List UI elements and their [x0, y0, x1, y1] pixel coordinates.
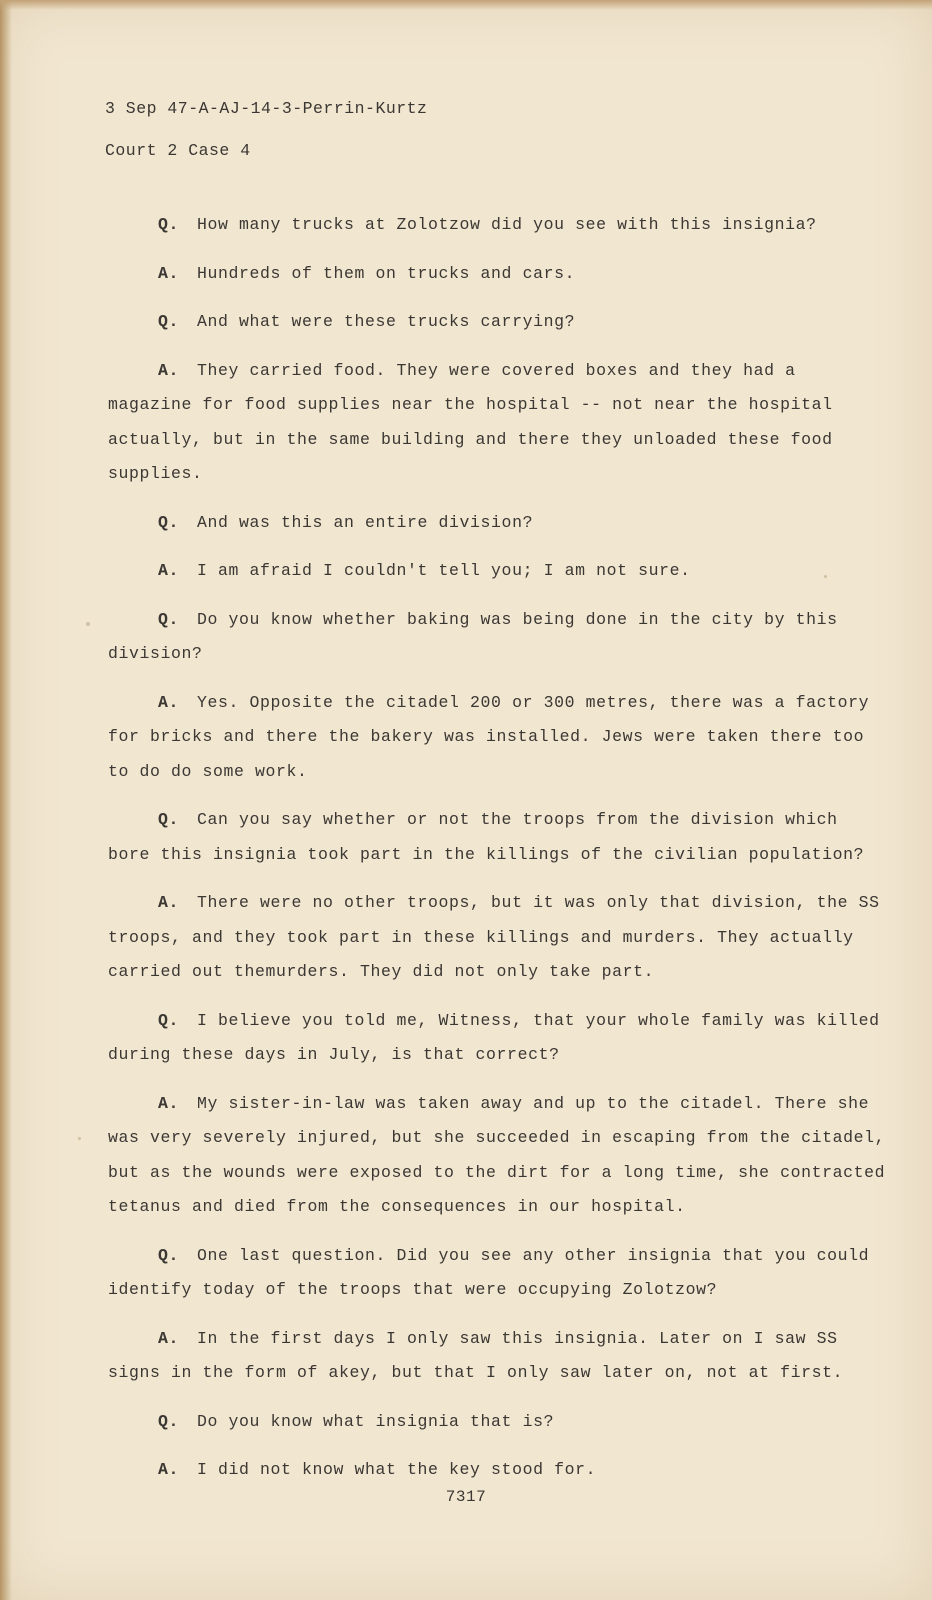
transcript-paragraph: [108, 686, 888, 790]
transcript-paragraph: [108, 1322, 888, 1391]
paragraph-text: I am afraid I couldn't tell you; I am not sure.: [197, 561, 691, 580]
transcript-paragraph: [108, 1453, 888, 1488]
speaker-label: A.: [158, 1460, 180, 1479]
speaker-label: Q.: [158, 609, 180, 629]
paragraph-text: How many trucks at Zolotzow did you see with this insignia?: [197, 215, 817, 234]
speaker-label: A.: [158, 1328, 180, 1348]
transcript-paragraph: [108, 886, 888, 990]
transcript-paragraph: [108, 1004, 888, 1073]
document-header: [105, 88, 427, 172]
paragraph-text: Hundreds of them on trucks and cars.: [197, 263, 576, 283]
transcript-paragraph: [108, 554, 888, 589]
paragraph-text: Do you know whether baking was being done in the city by this division?: [108, 609, 838, 663]
speaker-label: A.: [158, 360, 180, 380]
speaker-label: Q.: [158, 1411, 180, 1431]
transcript-paragraph: [108, 1087, 888, 1225]
court-case-line: Court 2 Case 4: [105, 141, 251, 160]
transcript-body: [108, 208, 888, 1502]
paragraph-text: I did not know what the key stood for.: [197, 1460, 597, 1479]
reference-line: 3 Sep 47-A-AJ-14-3-Perrin-Kurtz: [105, 99, 428, 118]
speaker-label: A.: [158, 1093, 180, 1113]
transcript-paragraph: [108, 506, 888, 541]
speaker-label: A.: [158, 692, 180, 712]
transcript-paragraph: [108, 257, 888, 292]
paragraph-text: My sister-in-law was taken away and up to the citadel. There she was very severely injured, but she succeeded in escaping from the citadel, but as the wounds were exposed to the dirt for a long time, she contracted tetanus and died from the consequences in our hospital.: [108, 1093, 886, 1216]
speaker-label: Q.: [158, 512, 180, 532]
speaker-label: Q.: [158, 312, 180, 331]
transcript-paragraph: [108, 803, 888, 872]
transcript-paragraph: [108, 354, 888, 492]
paper-edge-left: [0, 0, 12, 1600]
paragraph-text: Can you say whether or not the troops from the division which bore this insignia took part in the killings of the civilian population?: [108, 810, 865, 864]
paper-edge-top: [0, 0, 932, 10]
speaker-label: A.: [158, 893, 180, 912]
transcript-paragraph: [108, 1405, 888, 1440]
speaker-label: A.: [158, 263, 180, 283]
paper-speck: [78, 1137, 81, 1140]
paragraph-text: And was this an entire division?: [197, 512, 534, 532]
speaker-label: Q.: [158, 810, 180, 829]
transcript-paragraph: [108, 208, 888, 243]
transcript-paragraph: [108, 305, 888, 340]
speaker-label: Q.: [158, 215, 180, 234]
paragraph-text: Yes. Opposite the citadel 200 or 300 metres, there was a factory for bricks and there the bakery was installed. Jews were taken there too to do do some work.: [108, 692, 870, 781]
speaker-label: Q.: [158, 1010, 180, 1030]
paragraph-text: There were no other troops, but it was only that division, the SS troops, and they took part in these killings and murders. They actually carried out themurders. They did not only take part.: [108, 893, 880, 981]
paragraph-text: One last question. Did you see any other insignia that you could identify today of the troops that were occupying Zolotzow?: [108, 1245, 870, 1299]
paragraph-text: They carried food. They were covered boxes and they had a magazine for food supplies near the hospital -- not near the hospital actually, but in the same building and there they unloaded these food supplies.: [108, 360, 833, 483]
paragraph-text: In the first days I only saw this insignia. Later on I saw SS signs in the form of akey, but that I only saw later on, not at first.: [108, 1328, 844, 1382]
transcript-paragraph: [108, 1239, 888, 1308]
paragraph-text: And what were these trucks carrying?: [197, 312, 576, 331]
transcript-paragraph: [108, 603, 888, 672]
speaker-label: Q.: [158, 1245, 180, 1265]
paragraph-text: Do you know what insignia that is?: [197, 1411, 555, 1431]
paragraph-text: I believe you told me, Witness, that your whole family was killed during these days in July, is that correct?: [108, 1010, 880, 1064]
page-number: 7317: [445, 1488, 487, 1506]
speaker-label: A.: [158, 561, 180, 580]
paper-speck: [86, 622, 90, 626]
